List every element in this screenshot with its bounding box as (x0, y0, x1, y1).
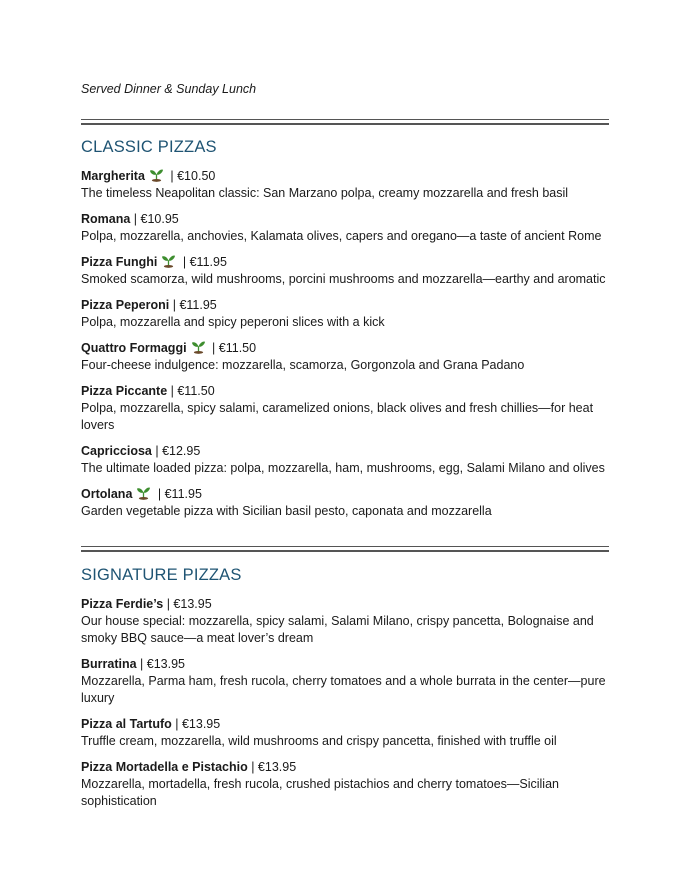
section-divider (81, 546, 609, 552)
menu-item-header (81, 656, 611, 673)
seedling-icon (149, 168, 164, 182)
menu-item-name: Quattro Formaggi (81, 341, 187, 355)
price-separator: | (163, 597, 174, 611)
menu-item-description: Our house special: mozzarella, spicy salami, Salami Milano, crispy pancetta, Bolognaise and smoky BBQ sauce—a meat lover’s dream (81, 614, 594, 645)
menu-item-price: €13.95 (173, 597, 212, 611)
menu-item (81, 716, 611, 750)
menu-item-price: €13.95 (146, 657, 186, 671)
menu-item-header (81, 759, 611, 776)
menu-item-price: €11.95 (189, 255, 227, 269)
price-separator: | (247, 760, 258, 774)
menu-item-header (81, 443, 611, 460)
menu-subtitle: Served Dinner & Sunday Lunch (81, 82, 257, 96)
menu-item-description: Mozzarella, mortadella, fresh rucola, crushed pistachios and cherry tomatoes—Sicilian sophistication (81, 777, 559, 808)
menu-item-description: Mozzarella, Parma ham, fresh rucola, cherry tomatoes and a whole burrata in the center—pure luxury (81, 674, 606, 705)
menu-item-description: Polpa, mozzarella and spicy peperoni slices with a kick (81, 315, 385, 329)
seedling-icon (136, 486, 151, 500)
menu-item-description: Four-cheese indulgence: mozzarella, scamorza, Gorgonzola and Grana Padano (81, 358, 525, 372)
menu-item-header (81, 716, 611, 733)
menu-item-price: €13.95 (181, 717, 221, 731)
menu-item-header (81, 254, 611, 271)
menu-item-name: Pizza al Tartufo (81, 717, 172, 731)
classic-pizza-list (81, 168, 611, 529)
menu-item-price: €11.95 (164, 487, 202, 501)
menu-item-header (81, 297, 611, 314)
menu-item-description: Truffle cream, mozzarella, wild mushrooms and crispy pancetta, finished with truffle oil (81, 734, 557, 748)
menu-item-header (81, 211, 611, 228)
section-title-signature: SIGNATURE PIZZAS (81, 566, 242, 584)
menu-item (81, 383, 611, 434)
menu-item-price: €10.95 (140, 212, 179, 226)
menu-item-description: The timeless Neapolitan classic: San Marzano polpa, creamy mozzarella and fresh basil (81, 186, 569, 200)
section-divider (81, 119, 609, 125)
menu-item-price: €11.50 (177, 384, 215, 398)
menu-item-description: Garden vegetable pizza with Sicilian basil pesto, caponata and mozzarella (81, 504, 492, 518)
menu-item (81, 759, 611, 810)
menu-item-name: Pizza Ferdie’s (81, 597, 164, 611)
price-separator: | (136, 657, 147, 671)
menu-item-price: €11.50 (218, 341, 257, 355)
price-separator: | (166, 169, 178, 183)
seedling-icon (161, 254, 176, 268)
menu-item-description: Polpa, mozzarella, anchovies, Kalamata olives, capers and oregano—a taste of ancient Rome (81, 229, 602, 243)
menu-item (81, 486, 611, 520)
section-title-classic: CLASSIC PIZZAS (81, 138, 217, 156)
menu-item-name: Pizza Peperoni (81, 298, 170, 312)
price-separator: | (179, 255, 190, 269)
menu-item-name: Pizza Piccante (81, 384, 168, 398)
menu-item-header (81, 596, 611, 613)
price-separator: | (208, 341, 219, 355)
price-separator: | (130, 212, 141, 226)
menu-item-price: €10.50 (177, 169, 216, 183)
menu-item-name: Pizza Mortadella e Pistachio (81, 760, 248, 774)
signature-pizza-list (81, 596, 611, 819)
menu-item-price: €13.95 (257, 760, 297, 774)
menu-item-name: Ortolana (81, 487, 133, 501)
menu-item (81, 596, 611, 647)
menu-item-name: Romana (81, 212, 131, 226)
menu-item-name: Capricciosa (81, 444, 152, 458)
menu-item-header (81, 486, 611, 503)
menu-item (81, 297, 611, 331)
menu-item (81, 211, 611, 245)
menu-item (81, 656, 611, 707)
menu-item-name: Pizza Funghi (81, 255, 158, 269)
menu-item (81, 340, 611, 374)
menu-item-description: Polpa, mozzarella, spicy salami, caramelized onions, black olives and fresh chillies—for heat lovers (81, 401, 594, 432)
menu-item (81, 443, 611, 477)
menu-item-name: Burratina (81, 657, 137, 671)
menu-item-price: €12.95 (162, 444, 201, 458)
menu-item (81, 168, 611, 202)
menu-item-header (81, 340, 611, 357)
price-separator: | (151, 444, 163, 458)
price-separator: | (154, 487, 165, 501)
seedling-icon (191, 340, 206, 354)
menu-item (81, 254, 611, 288)
menu-item-description: Smoked scamorza, wild mushrooms, porcini mushrooms and mozzarella—earthy and aromatic (81, 272, 606, 286)
menu-item-header (81, 168, 611, 185)
menu-item-price: €11.95 (179, 298, 217, 312)
menu-item-name: Margherita (81, 169, 145, 183)
menu-item-header (81, 383, 611, 400)
menu-item-description: The ultimate loaded pizza: polpa, mozzarella, ham, mushrooms, egg, Salami Milano and olives (81, 461, 605, 475)
price-separator: | (167, 384, 178, 398)
price-separator: | (169, 298, 180, 312)
price-separator: | (171, 717, 182, 731)
